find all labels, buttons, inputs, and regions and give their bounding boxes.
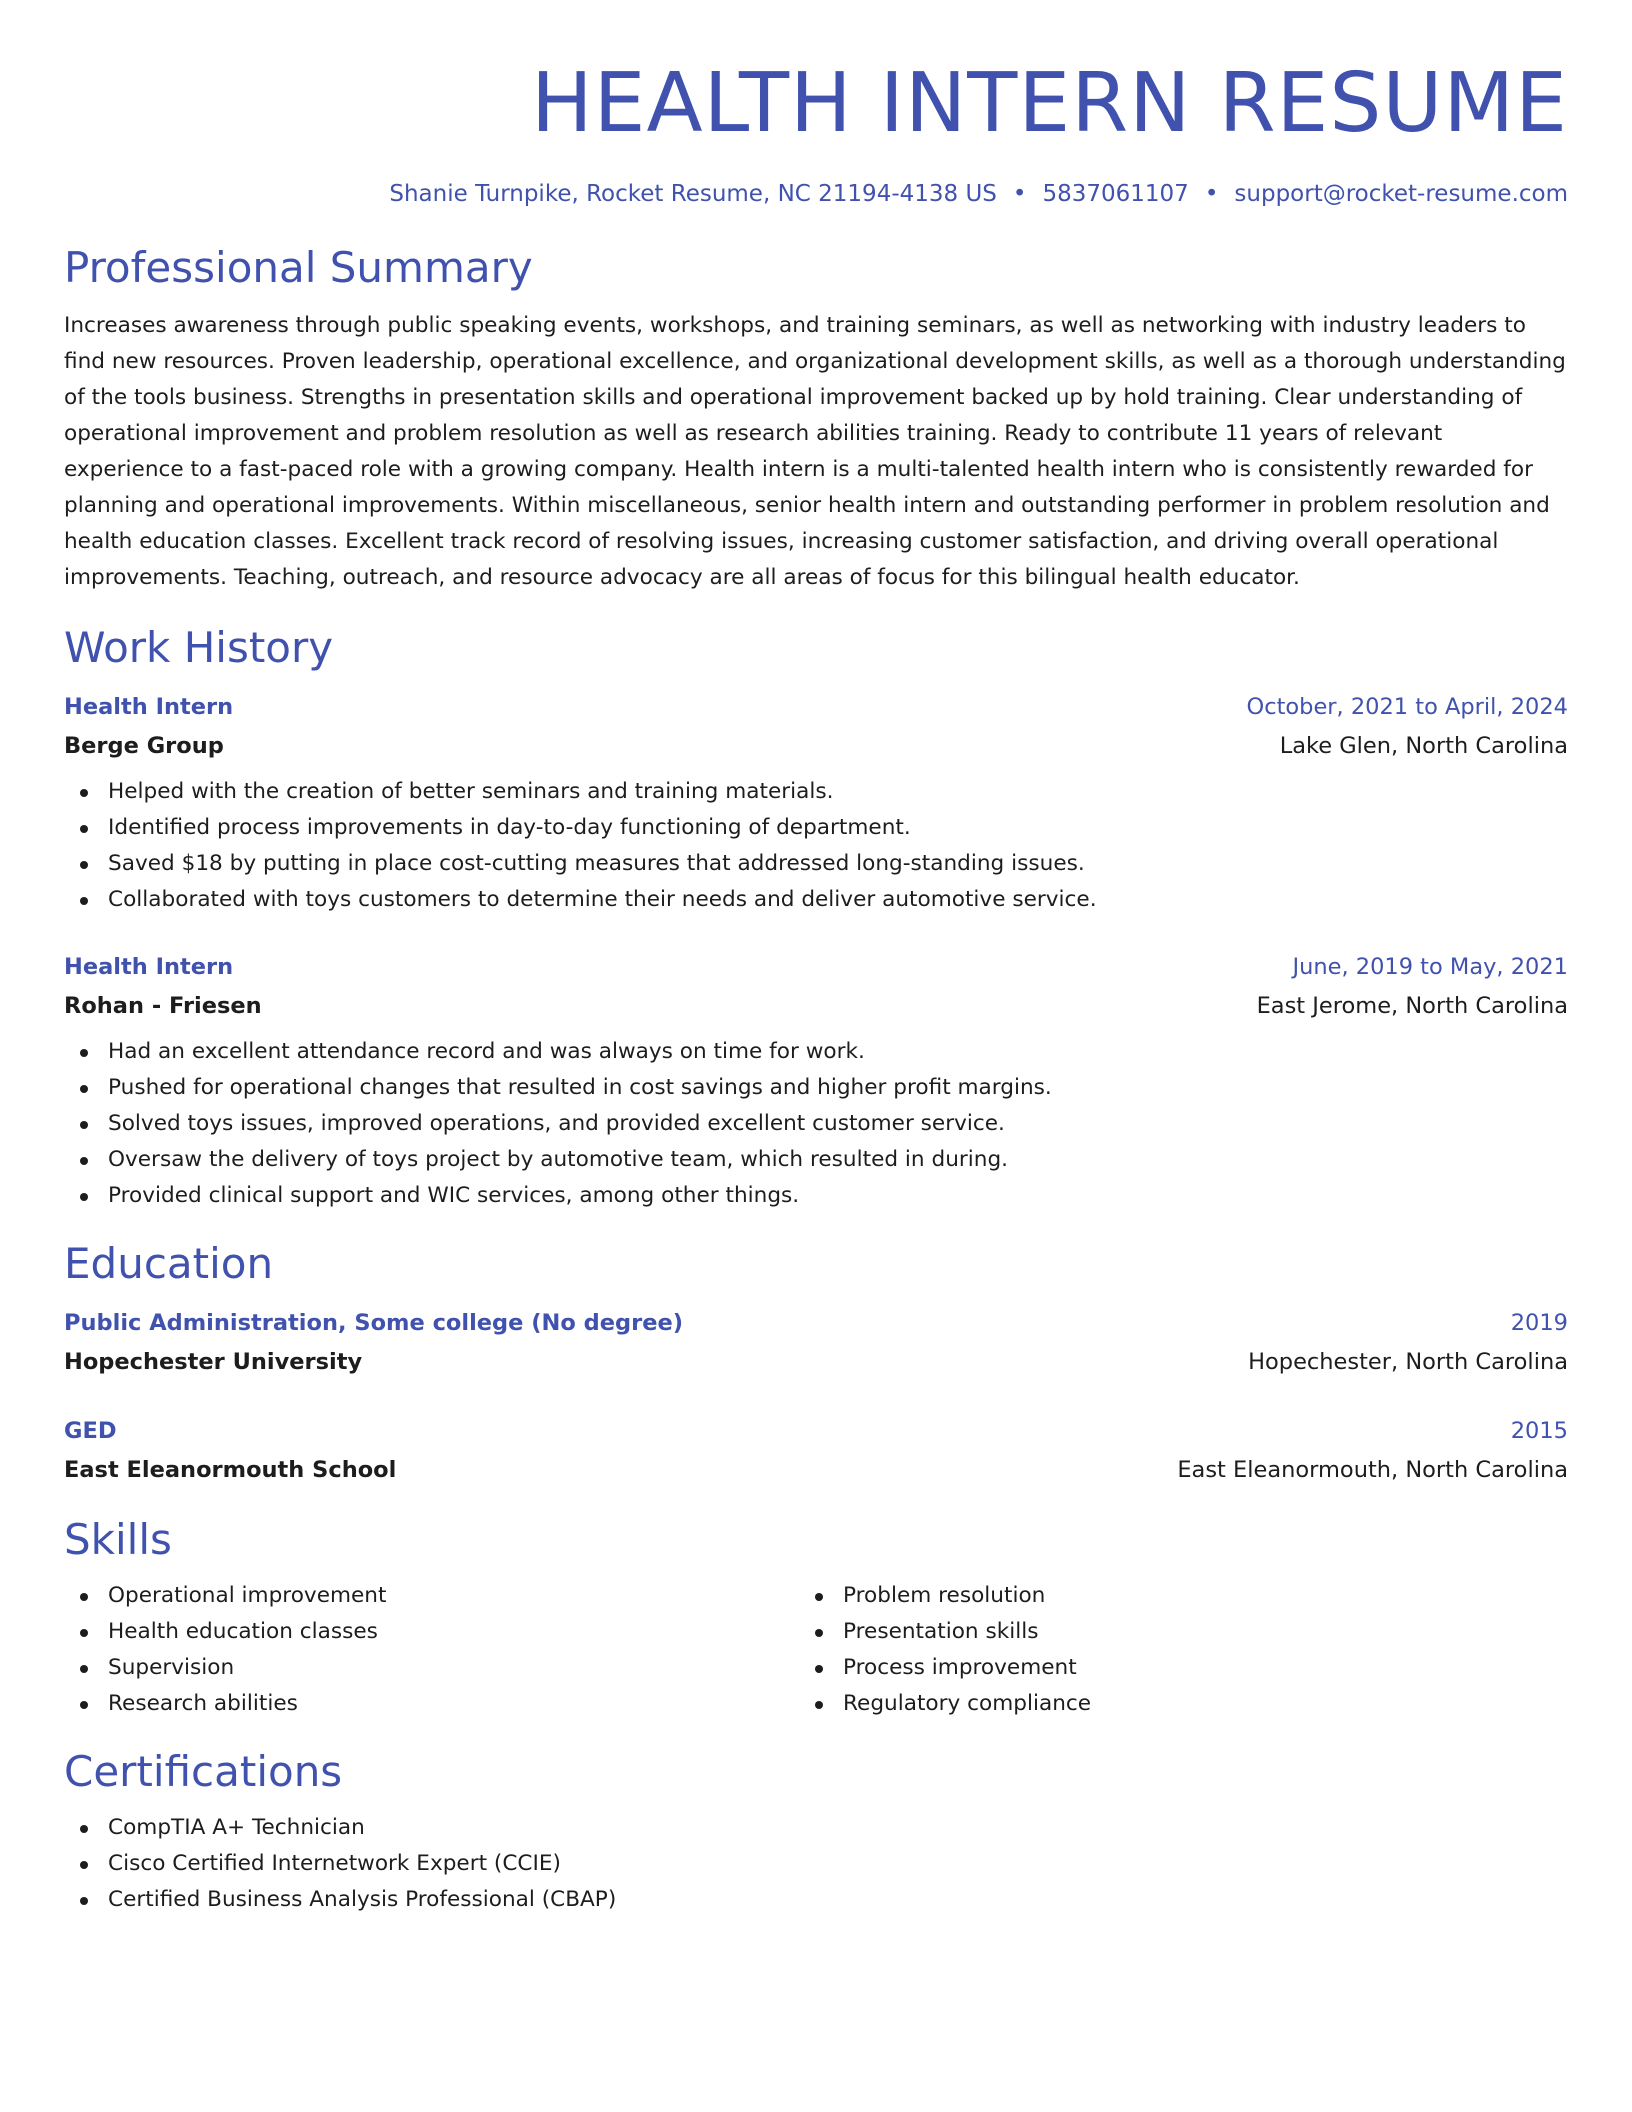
skill-item: Process improvement <box>799 1650 1534 1686</box>
summary-text: Increases awareness through public speaking events, workshops, and training seminars, as well as networking with industry leaders to find new resources. Proven leadership, operational excellence, and organizational development skills, as well as a thorough understanding of the tools business. Strengths in presentation skills and operational improvement backed up by hold training. Clear understanding of operational improvement and problem resolution as well as research abilities training. Ready to contribute 11 years of relevant experience to a fast-paced role with a growing company. Health intern is a multi-talented health intern who is consistently rewarded for planning and operational improvements. Within miscellaneous, senior health intern and outstanding performer in problem resolution and health education classes. Excellent track record of resolving issues, increasing customer satisfaction, and driving overall operational improvements. Teaching, outreach, and resource advocacy are all areas of focus for this bilingual health educator. <box>64 313 1566 590</box>
skills-column-left <box>64 1578 799 1722</box>
skill-item: Supervision <box>64 1650 799 1686</box>
contact-phone: 5837061107 <box>1042 181 1189 207</box>
job-company: Rohan - Friesen <box>64 993 262 1019</box>
job-company: Berge Group <box>64 733 224 759</box>
list-item: Had an excellent attendance record and was always on time for work. <box>64 1034 1568 1070</box>
certifications-section <box>64 1746 1568 1918</box>
skill-item: Presentation skills <box>799 1614 1534 1650</box>
job-title: Health Intern <box>64 694 234 720</box>
list-item: Collaborated with toys customers to determine their needs and deliver automotive service. <box>64 882 1568 918</box>
education-entry <box>64 1304 1568 1382</box>
job-title: Health Intern <box>64 954 234 980</box>
resume-title: HEALTH INTERN RESUME <box>531 56 1568 151</box>
education-location: East Eleanormouth, North Carolina <box>1177 1457 1568 1483</box>
skill-item: Research abilities <box>64 1686 799 1722</box>
education-year: 2015 <box>1510 1418 1568 1444</box>
list-item: Oversaw the delivery of toys project by automotive team, which resulted in during. <box>64 1142 1568 1178</box>
skill-item: Health education classes <box>64 1614 799 1650</box>
job-dates: October, 2021 to April, 2024 <box>1246 694 1568 720</box>
summary-heading: Professional Summary <box>64 243 533 292</box>
education-degree: Public Administration, Some college (No degree) <box>64 1310 684 1336</box>
skills-list <box>64 1578 799 1722</box>
list-item: Pushed for operational changes that resulted in cost savings and higher profit margins. <box>64 1070 1568 1106</box>
education-year: 2019 <box>1510 1310 1568 1336</box>
list-item: Solved toys issues, improved operations, and provided excellent customer service. <box>64 1106 1568 1142</box>
contact-separator: • <box>1012 181 1027 207</box>
contact-address: Shanie Turnpike, Rocket Resume, NC 21194-4138 US <box>389 181 997 207</box>
job-bullets <box>64 1034 1568 1214</box>
list-item: Saved $18 by putting in place cost-cutting measures that addressed long-standing issues. <box>64 846 1568 882</box>
skills-column-right <box>799 1578 1534 1722</box>
work-history-section <box>64 622 1568 1214</box>
job-dates: June, 2019 to May, 2021 <box>1292 954 1568 980</box>
education-heading: Education <box>64 1239 274 1288</box>
job-location: Lake Glen, North Carolina <box>1279 733 1568 759</box>
contact-email: support@rocket-resume.com <box>1234 181 1568 207</box>
education-degree: GED <box>64 1418 117 1444</box>
contact-info <box>64 178 1568 210</box>
certification-item: CompTIA A+ Technician <box>64 1810 1568 1846</box>
job-entry <box>64 948 1568 1214</box>
certifications-list <box>64 1810 1568 1918</box>
education-entry <box>64 1412 1568 1490</box>
skill-item: Operational improvement <box>64 1578 799 1614</box>
list-item: Identified process improvements in day-to-day functioning of department. <box>64 810 1568 846</box>
education-school: Hopechester University <box>64 1349 363 1375</box>
summary-section <box>64 242 1568 596</box>
certification-item: Certified Business Analysis Professional (CBAP) <box>64 1882 1568 1918</box>
list-item: Provided clinical support and WIC services, among other things. <box>64 1178 1568 1214</box>
skill-item: Problem resolution <box>799 1578 1534 1614</box>
job-entry <box>64 688 1568 918</box>
education-section <box>64 1238 1568 1490</box>
work-history-heading: Work History <box>64 623 334 672</box>
skills-list <box>799 1578 1534 1722</box>
education-location: Hopechester, North Carolina <box>1248 1349 1568 1375</box>
skills-heading: Skills <box>64 1515 172 1564</box>
education-school: East Eleanormouth School <box>64 1457 397 1483</box>
skills-grid <box>64 1578 1568 1722</box>
job-location: East Jerome, North Carolina <box>1256 993 1568 1019</box>
skill-item: Regulatory compliance <box>799 1686 1534 1722</box>
contact-separator: • <box>1204 181 1219 207</box>
list-item: Helped with the creation of better seminars and training materials. <box>64 774 1568 810</box>
skills-section <box>64 1514 1568 1722</box>
certification-item: Cisco Certified Internetwork Expert (CCIE) <box>64 1846 1568 1882</box>
job-bullets <box>64 774 1568 918</box>
certifications-heading: Certifications <box>64 1747 343 1796</box>
